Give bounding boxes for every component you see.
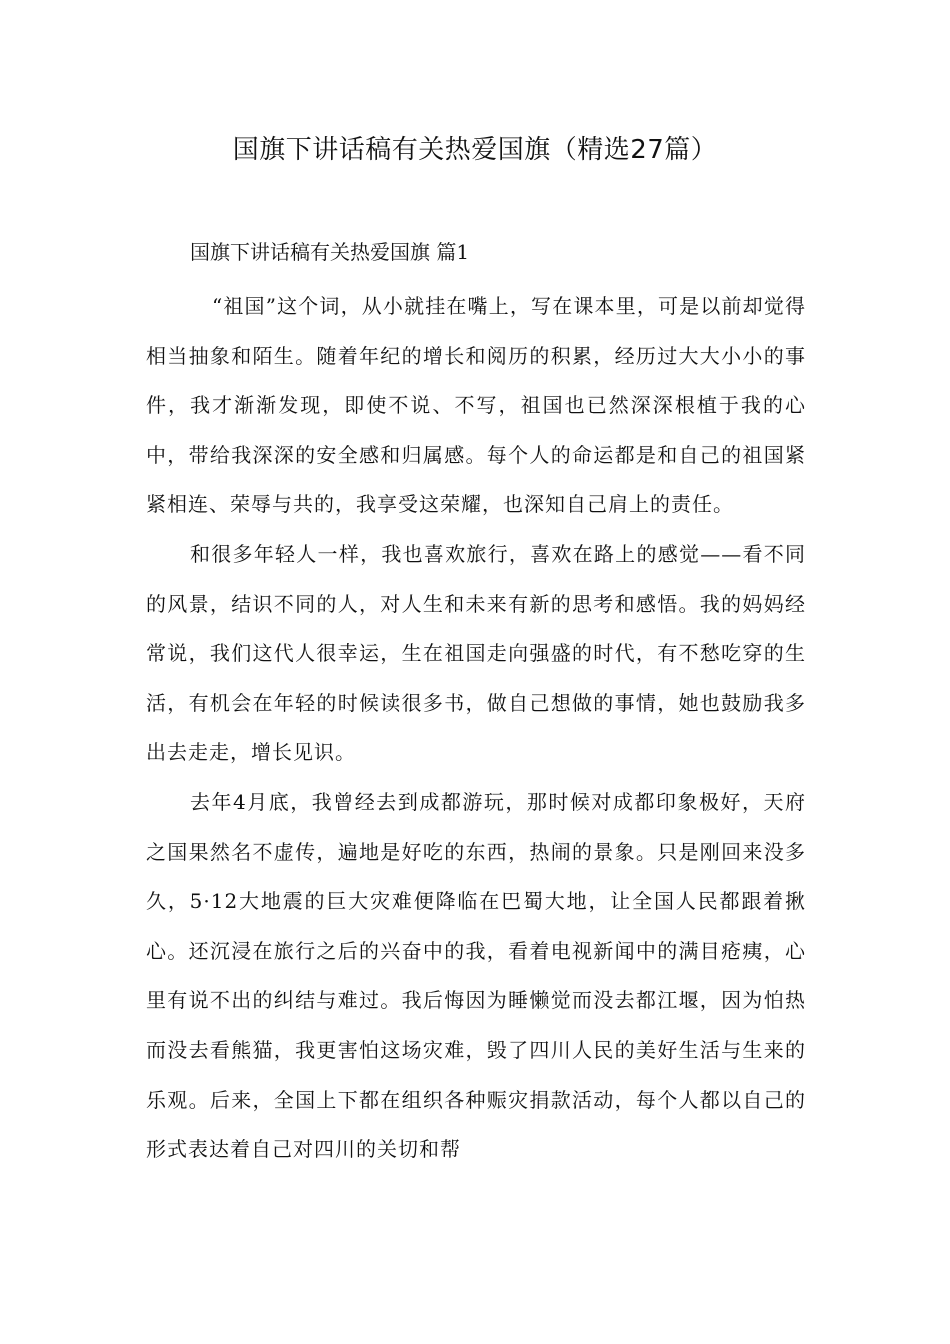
paragraph: 和很多年轻人一样，我也喜欢旅行，喜欢在路上的感觉——看不同的风景，结识不同的人，对人生和未来有新的思考和感悟。我的妈妈经常说，我们这代人很幸运，生在祖国走向强盛的时代，有不愁吃穿的生活，有机会在年轻的时候读很多书，做自己想做的事情，她也鼓励我多出去走走，增长见识。 xyxy=(146,541,806,765)
section-heading: 国旗下讲话稿有关热爱国旗 篇1 xyxy=(190,240,470,264)
paragraph: “祖国”这个词，从小就挂在嘴上，写在课本里，可是以前却觉得相当抽象和陌生。随着年纪的增长和阅历的积累，经历过大大小小的事件，我才渐渐发现，即使不说、不写，祖国也已然深深根植于我的心中，带给我深深的安全感和归属感。每个人的命运都是和自己的祖国紧紧相连、荣辱与共的，我享受这荣耀，也深知自己肩上的责任。 xyxy=(146,294,806,517)
paragraph: 去年4月底，我曾经去到成都游玩，那时候对成都印象极好，天府之国果然名不虚传，遍地是好吃的东西，热闹的景象。只是刚回来没多久，5·12大地震的巨大灾难便降临在巴蜀大地，让全国人民都跟着揪心。还沉浸在旅行之后的兴奋中的我，看着电视新闻中的满目疮痍，心里有说不出的纠结与难过。我后悔因为睡懒觉而没去都江堰，因为怕热而没去看熊猫，我更害怕这场灾难，毁了四川人民的美好生活与生来的乐观。后来，全国上下都在组织各种赈灾捐款活动，每个人都以自己的形式表达着自己对四川的关切和帮 xyxy=(146,789,806,1162)
document-title: 国旗下讲话稿有关热爱国旗（精选27篇） xyxy=(232,135,718,165)
document-body xyxy=(146,282,806,1175)
